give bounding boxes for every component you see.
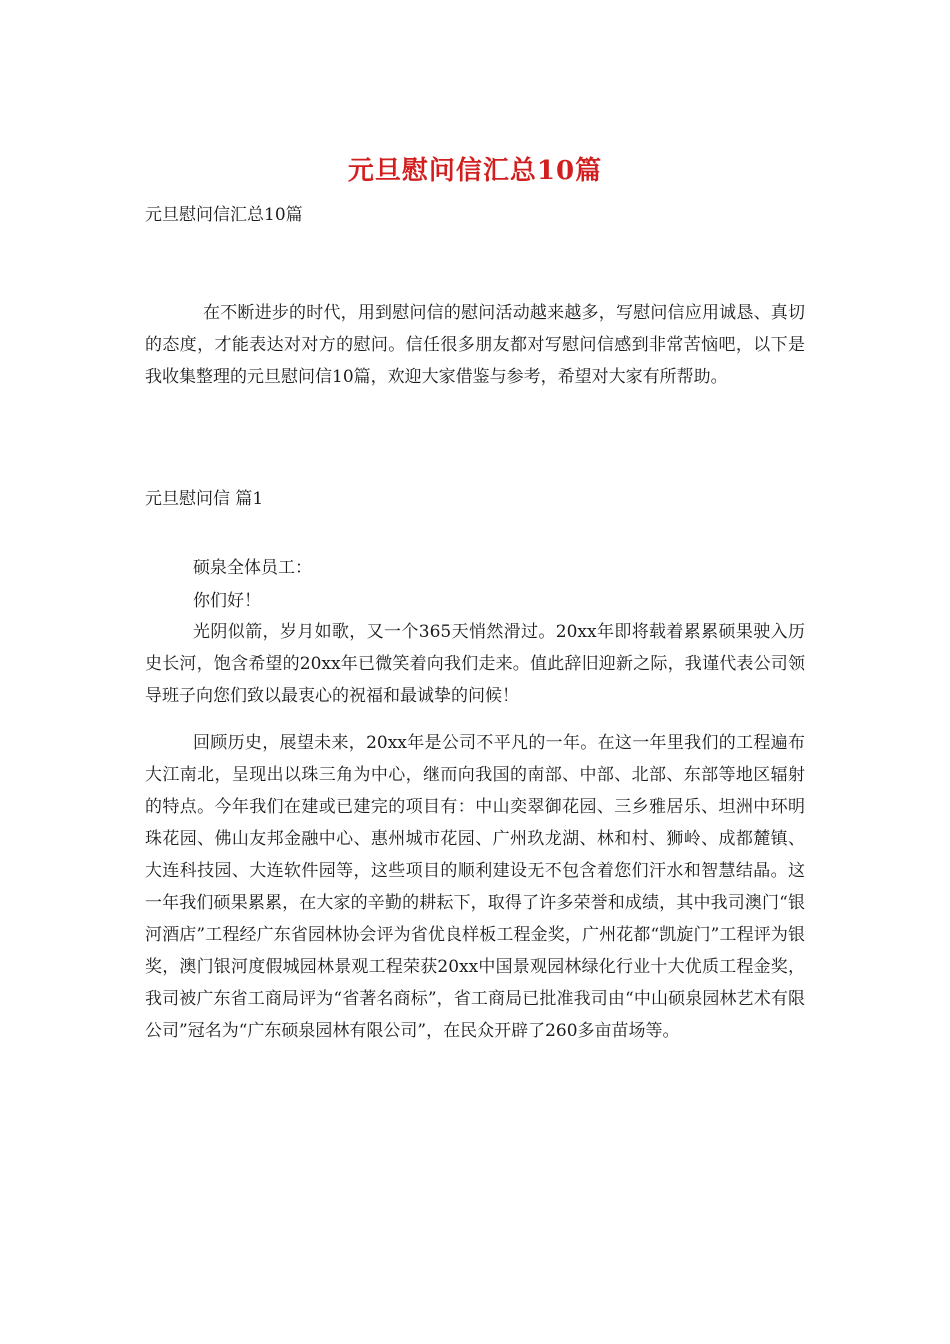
intro-paragraph: 在不断进步的时代，用到慰问信的慰问活动越来越多，写慰问信应用诚恳、真切的态度，才能表达对对方的慰问。信任很多朋友都对写慰问信感到非常苦恼吧，以下是我收集整理的元旦慰问信10篇，欢迎大家借鉴与参考，希望对大家有所帮助。 bbox=[145, 303, 805, 387]
page-title: 元旦慰问信汇总10篇 bbox=[347, 156, 603, 186]
salutation-greeting: 你们好！ bbox=[193, 591, 261, 611]
document-subtitle: 元旦慰问信汇总10篇 bbox=[145, 205, 303, 225]
salutation-recipient: 硕泉全体员工： bbox=[193, 558, 312, 578]
letter-paragraph-1: 光阴似箭，岁月如歌，又一个365天悄然滑过。20xx年即将载着累累硕果驶入历史长河，饱含希望的20xx年已微笑着向我们走来。值此辞旧迎新之际，我谨代表公司领导班子向您们致以最衷心的祝福和最诚挚的问候！ bbox=[145, 622, 805, 706]
letter-paragraph-2: 回顾历史，展望未来，20xx年是公司不平凡的一年。在这一年里我们的工程遍布大江南北，呈现出以珠三角为中心，继而向我国的南部、中部、北部、东部等地区辐射的特点。今年我们在建或已建完的项目有：中山奕翠御花园、三乡雅居乐、坦洲中环明珠花园、佛山友邦金融中心、惠州城市花园、广州玖龙湖、林和村、狮岭、成都麓镇、大连科技园、大连软件园等，这些项目的顺利建设无不包含着您们汗水和智慧结晶。这一年我们硕果累累，在大家的辛勤的耕耘下，取得了许多荣誉和成绩，其中我司澳门“银河酒店”工程经广东省园林协会评为省优良样板工程金奖，广州花都“凯旋门”工程评为银奖，澳门银河度假城园林景观工程荣获20xx中国景观园林绿化行业十大优质工程金奖，我司被广东省工商局评为“省著名商标”，省工商局已批准我司由“中山硕泉园林艺术有限公司”冠名为“广东硕泉园林有限公司”，在民众开辟了260多亩苗场等。 bbox=[145, 733, 805, 1041]
section-heading: 元旦慰问信 篇1 bbox=[145, 489, 264, 509]
